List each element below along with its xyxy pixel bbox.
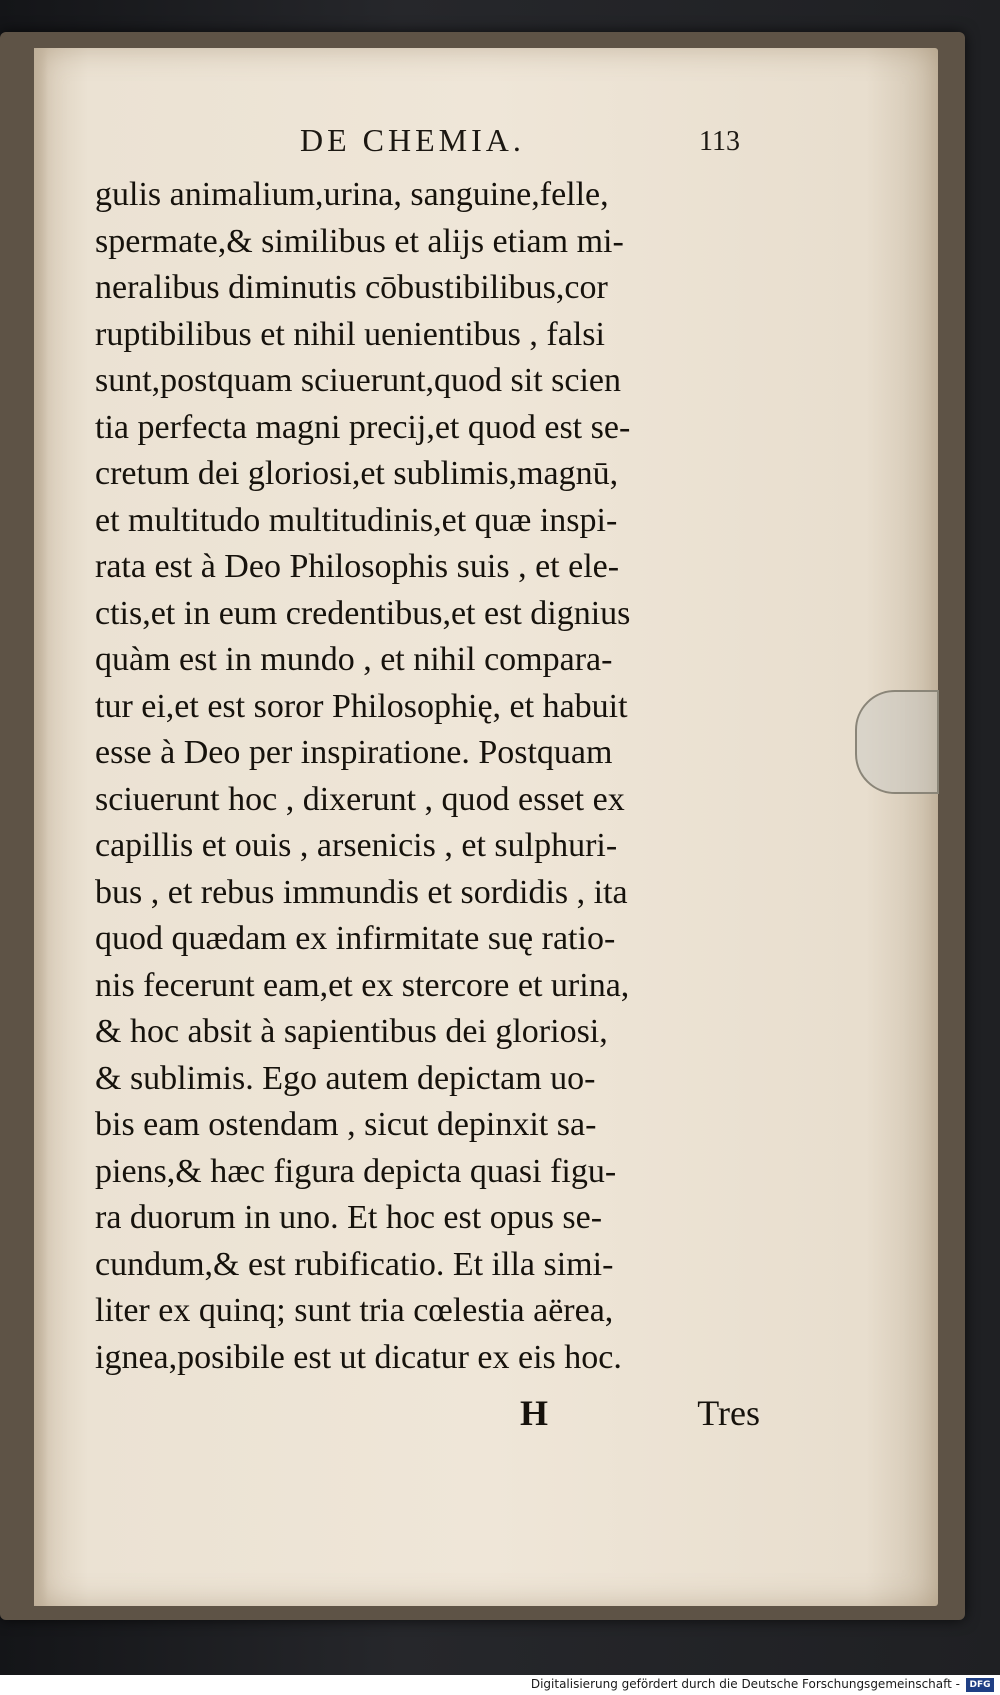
dfg-logo: DFG [966,1678,994,1692]
clasp-tab [855,690,939,794]
text-line: cundum,& est rubificatio. Et illa simi- [95,1245,614,1283]
page-gutter-shadow [34,48,48,1606]
text-line: bus , et rebus immundis et sordidis , ita [95,873,628,911]
text-line: spermate,& similibus et alijs etiam mi- [95,222,624,260]
text-line: bis eam ostendam , sicut depinxit sa- [95,1106,597,1143]
text-line: quod quædam ex infirmitate suę ratio- [95,920,616,957]
text-line: sunt,postquam sciuerunt,quod sit scien [95,362,622,399]
text-line: piens,& hæc figura depicta quasi figu- [95,1152,617,1190]
page-number: 113 [699,126,740,157]
text-line: cretum dei gloriosi,et sublimis,magnū, [95,455,619,492]
text-line: rata est à Deo Philosophis suis , et ele- [95,548,620,585]
funding-credit: Digitalisierung gefördert durch die Deutsche Forschungsgemeinschaft - [530,1677,960,1691]
text-line: & hoc absit à sapientibus dei gloriosi, [95,1013,608,1050]
running-head: DE CHEMIA. [300,122,525,158]
text-line: sciuerunt hoc , dixerunt , quod esset ex [95,780,625,818]
signature-mark: H [520,1393,549,1433]
main-text [95,172,785,1381]
text-line: ruptibilibus et nihil uenientibus , falsi [95,315,605,353]
page-foot [520,1392,780,1438]
digitization-footer [0,1675,1000,1695]
text-line: & sublimis. Ego autem depictam uo- [95,1059,596,1097]
catchword: Tres [697,1393,760,1433]
text-line: tia perfecta magni precij,et quod est se- [95,408,631,446]
text-line: gulis animalium,urina, sanguine,felle, [95,176,609,213]
page-header [300,122,780,170]
text-line: ignea,posibile est ut dicatur ex eis hoc. [95,1338,622,1376]
text-line: capillis et ouis , arsenicis , et sulphuri- [95,827,618,864]
text-line: neralibus diminutis cōbustibilibus,cor [95,269,608,306]
text-line: esse à Deo per inspiratione. Postquam [95,734,613,771]
text-line: quàm est in mundo , et nihil compara- [95,641,613,678]
text-line: nis fecerunt eam,et ex stercore et urina, [95,966,630,1004]
text-line: ctis,et in eum credentibus,et est dignius [95,594,631,632]
text-line: tur ei,et est soror Philosophię, et habuit [95,687,628,725]
text-line: et multitudo multitudinis,et quæ inspi- [95,501,618,539]
text-line: ra duorum in uno. Et hoc est opus se- [95,1199,603,1236]
text-line: liter ex quinq; sunt tria cœlestia aërea, [95,1292,614,1329]
